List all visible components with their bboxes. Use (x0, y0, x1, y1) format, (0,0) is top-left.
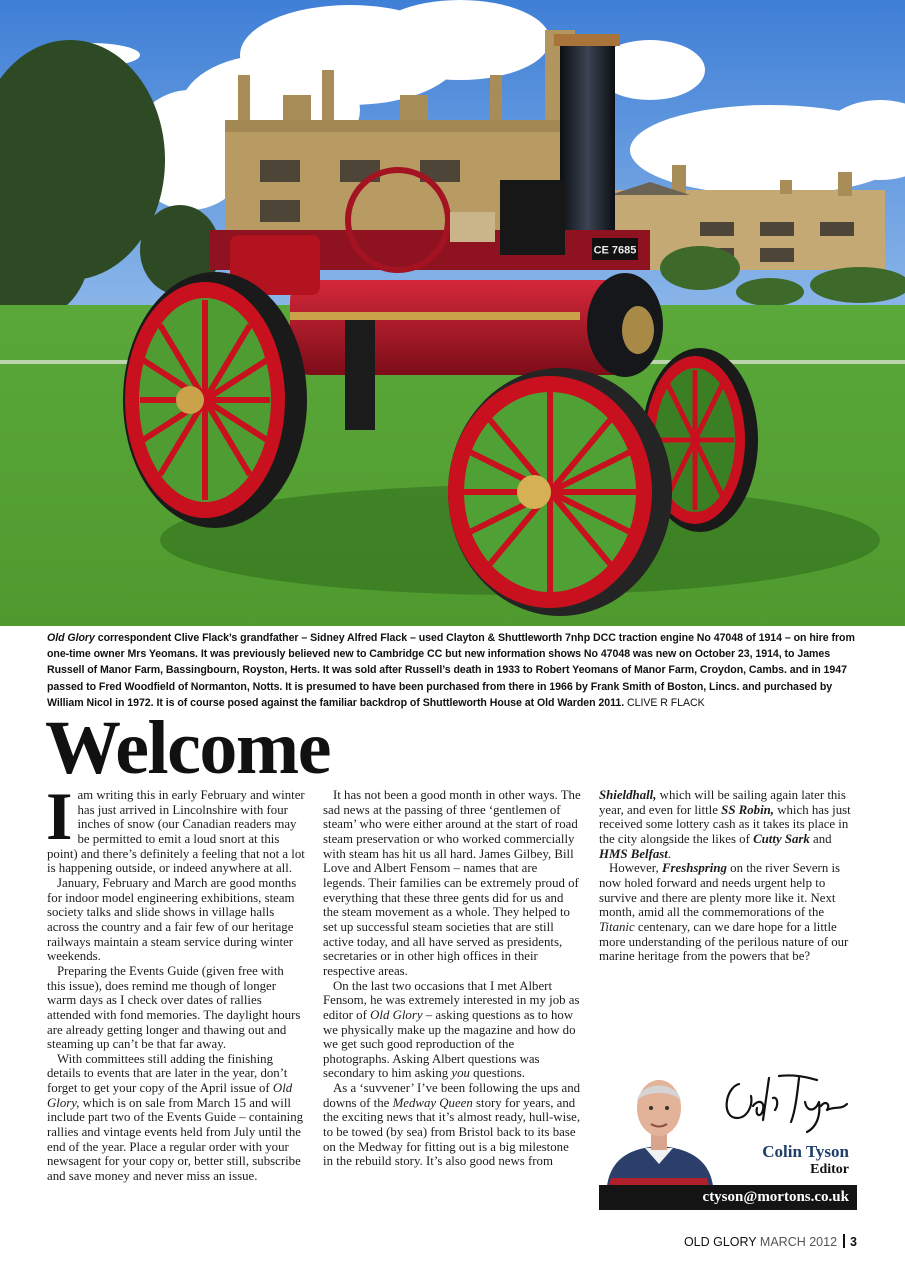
photo-credit: CLIVE R FLACK (627, 696, 705, 709)
hero-photo (0, 0, 905, 626)
article-paragraph: January, February and March are good months for indoor model engineering exhibitions, steam society talks and slide shows in village halls across the country and a fair few of our heritage railways maintain a steam service during winter weekends. (47, 875, 297, 964)
paragraph-text: questions. (469, 1066, 525, 1081)
magazine-name: OLD GLORY (683, 1235, 757, 1249)
paragraph-text: am writing this in early February and winter has just arrived in Lincolnshire with four inches of snow (our Canadian readers may be permitted to emit a loud snort at this point) and there’s definitely a feeling that not a lot is happening outside, or indeed anywhere at all. (47, 788, 305, 876)
paragraph-text: As a ‘suvvener’ I’ve been following the ups and downs of the (323, 1081, 581, 1110)
magazine-title: Old Glory, (47, 1081, 293, 1110)
article-paragraph (599, 861, 857, 964)
issue-date: MARCH 2012 (759, 1235, 838, 1249)
paragraph-text: story for years, and the exciting news that it’s almost ready, hull-wise, to be towed (by sea) from Bristol back to its base on the Medway for fitting out is a big milestone in the rebuild story. It’s also good news from (323, 1095, 581, 1169)
editor-name: Colin Tyson (762, 1142, 849, 1161)
registration-plate: CE 7685 (593, 244, 637, 257)
article-column-2 (323, 788, 581, 1169)
ship-name: Titanic (599, 919, 635, 934)
article-paragraph (46, 778, 305, 876)
article-column-1 (46, 778, 305, 1184)
photo-caption (47, 630, 859, 711)
page-number: 3 (850, 1235, 857, 1249)
editor-signoff (599, 1066, 857, 1210)
editor-portrait (599, 1066, 719, 1186)
article-paragraph: Preparing the Events Guide (given free with this issue), does remind me though of longer warm days as I check over dates of rallies attended with fond memories. The daylight hours are already getting longer and thawing out and steaming up can’t be that far away. (47, 963, 301, 1052)
article-paragraph (323, 1081, 581, 1169)
ship-name: HMS Belfast (599, 846, 668, 861)
editor-role: Editor (810, 1162, 849, 1177)
editor-signature (717, 1066, 857, 1136)
article-paragraph (47, 1052, 305, 1184)
page-footer (684, 1234, 857, 1249)
ship-name: Shieldhall, (599, 788, 657, 802)
paragraph-text: – asking questions as to how we physically make up the magazine and how do we get such good reproduction of the photographs. Asking Albert questions was secondary to him asking (323, 1007, 576, 1081)
drop-cap: I (46, 778, 73, 854)
caption-title: Old Glory (47, 632, 95, 644)
caption-text: correspondent Clive Flack’s grandfather – Sidney Alfred Flack – used Clayton & Shuttleworth 7nhp DCC traction engine No 47048 of 1914 – on hire from one-time owner Mrs Yeomans. It was previously believed new to Cambridge CC but new information shows No 47048 was new on October 23, 1914, to James Russell of Manor Farm, Bassingbourn, Royston, Herts. It was sold after Russell’s death in 1933 to Robert Yeomans of Manor Farm, Croydon, Cambs. and in 1947 passed to Fred Woodfield of Normanton, Notts. It is presumed to have been purchased from there in 1966 by Frank Smith of Boston, Lincs. and purchased by William Nicol in 1972. It is of course posed against the familiar backdrop of Shuttleworth House at Old Warden 2011. (47, 632, 855, 709)
paragraph-text: which is on sale from March 15 and will include part two of the Events Guide – containing rallies and vintage events held from July until the end of the year. Place a regular order with your newsagent for your copy or, better still, subscribe and save money and never miss an issue. (47, 1095, 304, 1184)
paragraph-text: With committees still adding the finishing details to events that are later in the year, don’t forget to get your copy of the April issue of (47, 1051, 288, 1096)
paragraph-text: which has just received some lottery cash as it takes its place in the city alongside the likes of (599, 802, 851, 846)
paragraph-text: . (667, 846, 672, 861)
article-paragraph (323, 979, 581, 1082)
paragraph-text: which will be sailing again later this year, and even for little (599, 788, 846, 817)
ship-name: Cutty Sark (753, 831, 810, 846)
paragraph-text: centenary, can we dare hope for a little more understanding of the perilous nature of our marine heritage from the powers that be? (599, 919, 849, 964)
article-column-3 (599, 788, 857, 964)
ship-name: Freshspring (661, 861, 727, 876)
ship-name: SS Robin, (721, 802, 775, 817)
ship-name: Medway Queen (392, 1095, 473, 1110)
paragraph-text: On the last two occasions that I met Albert Fensom, he was extremely interested in my job as editor of (323, 978, 580, 1022)
magazine-title: Old Glory (370, 1007, 423, 1022)
paragraph-text: on the river Severn is now holed forward and needs urgent help to survive and there are plenty more like it. Next month, amid all the commemorations of the (599, 861, 841, 920)
emphasis: you (451, 1066, 470, 1081)
article-paragraph: It has not been a good month in other ways. The sad news at the passing of three ‘gentlemen of steam’ who were either around at the start of road steam preservation or who worked commercially with steam has hit us all hard. James Gilbey, Bill Love and Albert Fensom – names that are legends. Their families can be extremely proud of everything that these three gents did for us and the steam movement as a whole. They helped to set up successful steam societies that are still active today, and all have served as presidents, secretaries or in other high offices in their respective areas. (323, 788, 581, 978)
paragraph-text: However, (609, 861, 662, 876)
article-paragraph (599, 788, 857, 861)
editor-email-link[interactable]: ctyson@mortons.co.uk (599, 1185, 857, 1210)
paragraph-text: and (809, 831, 832, 846)
page-title: Welcome (45, 706, 330, 790)
footer-divider (843, 1234, 845, 1248)
